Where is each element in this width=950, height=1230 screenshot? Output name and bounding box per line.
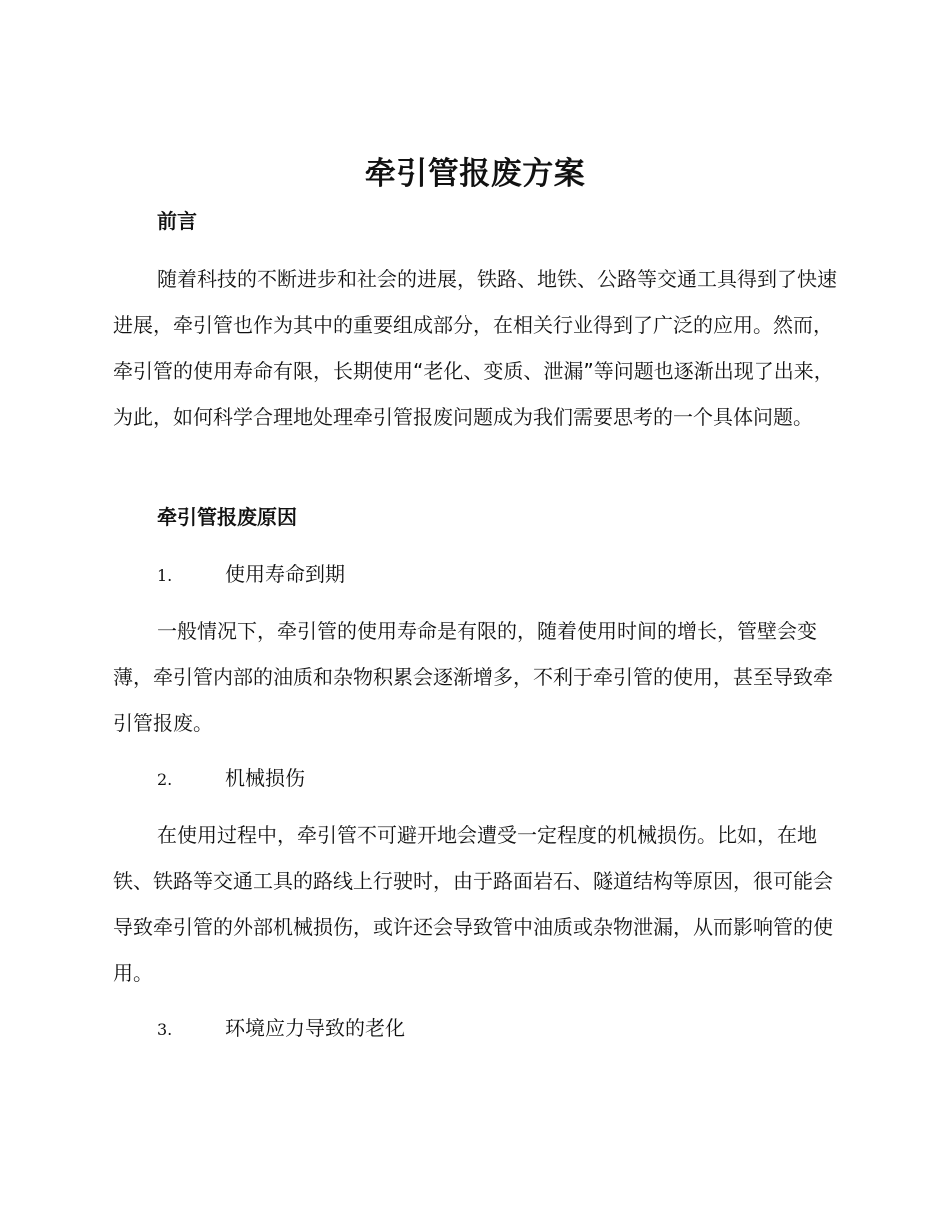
item-1-paragraph: 一般情况下，牵引管的使用寿命是有限的，随着使用时间的增长，管壁会变薄，牵引管内部的油质和杂物积累会逐渐增多，不利于牵引管的使用，甚至导致牵引管报废。 (113, 619, 833, 735)
list-item-label: 环境应力导致的老化 (225, 1016, 405, 1040)
list-item-number: 1. (157, 566, 173, 585)
reasons-heading: 牵引管报废原因 (157, 505, 297, 529)
list-item-1 (157, 559, 345, 591)
preface-paragraph: 随着科技的不断进步和社会的进展，铁路、地铁、公路等交通工具得到了快速进展，牵引管也作为其中的重要组成部分，在相关行业得到了广泛的应用。然而，牵引管的使用寿命有限，长期使用“老化、变质、泄漏”等问题也逐渐出现了出来，为此，如何科学合理地处理牵引管报废问题成为我们需要思考的一个具体问题。 (113, 267, 837, 429)
list-item-label: 使用寿命到期 (225, 562, 345, 586)
list-item-3 (157, 1013, 405, 1045)
list-item-label: 机械损伤 (225, 766, 305, 790)
document-title: 牵引管报废方案 (364, 156, 586, 192)
list-item-2 (157, 763, 305, 795)
list-item-number: 3. (157, 1020, 173, 1039)
item-2-paragraph: 在使用过程中，牵引管不可避开地会遭受一定程度的机械损伤。比如，在地铁、铁路等交通工具的路线上行驶时，由于路面岩石、隧道结构等原因，很可能会导致牵引管的外部机械损伤，或许还会导致管中油质或杂物泄漏，从而影响管的使用。 (113, 823, 833, 985)
list-item-number: 2. (157, 770, 173, 789)
preface-heading: 前言 (157, 209, 197, 233)
